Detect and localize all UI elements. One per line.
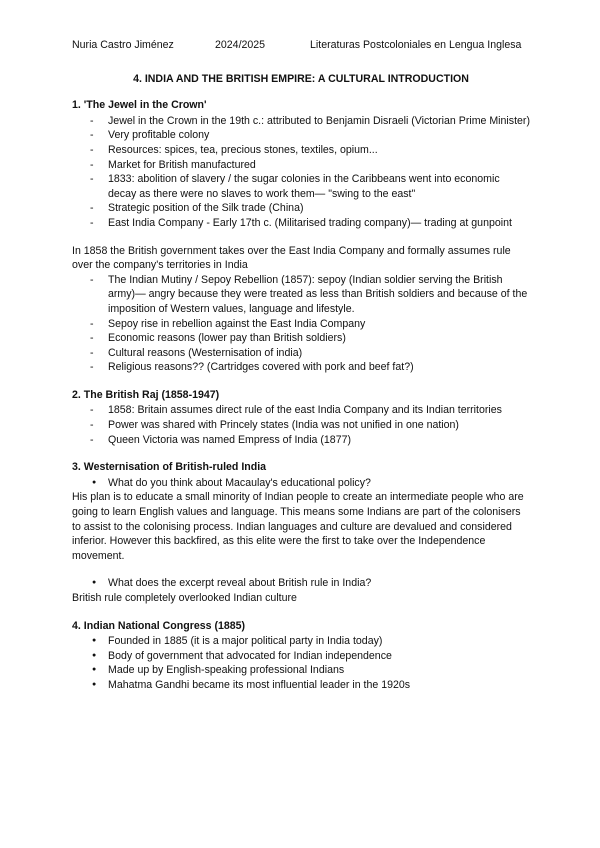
list-item: - 1833: abolition of slavery / the sugar colonies in the Caribbeans went into economic decay as there were no slaves to work them— "swing to the east": [72, 172, 530, 201]
list-item: - Cultural reasons (Westernisation of india): [72, 346, 530, 361]
list-item: - Sepoy rise in rebellion against the East India Company: [72, 317, 530, 332]
academic-year: 2024/2025: [215, 39, 266, 51]
list-item: ● Founded in 1885 (it is a major political party in India today): [72, 634, 530, 649]
list-item: ● What do you think about Macaulay's educational policy?: [72, 476, 530, 491]
list-item: - 1858: Britain assumes direct rule of the east India Company and its Indian territories: [72, 403, 530, 418]
list-item: - Resources: spices, tea, precious stones, textiles, opium...: [72, 143, 530, 158]
section-2-list: [72, 403, 530, 447]
list-item: ● Body of government that advocated for Indian independence: [72, 649, 530, 664]
section-1-heading: 1. 'The Jewel in the Crown': [72, 99, 207, 112]
list-item: ● What does the excerpt reveal about British rule in India?: [72, 576, 530, 591]
section-1-list: [72, 114, 530, 231]
list-item: - Strategic position of the Silk trade (China): [72, 201, 530, 216]
document-title: 4. INDIA AND THE BRITISH EMPIRE: A CULTURAL INTRODUCTION: [133, 72, 469, 85]
section-1-list-2: [72, 273, 530, 375]
section-3-answer-1: His plan is to educate a small minority of Indian people to create an intermediate people who are going to learn English values and language. This means some Indians are part of the colonisers to assist to the colonising process. Indian languages and culture are devalued and considered inferior. However this backfired, as this elite were the first to take over the Independence movement.: [72, 491, 524, 562]
list-item: - Economic reasons (lower pay than British soldiers): [72, 331, 530, 346]
section-4-list: [72, 634, 530, 692]
list-item: ● Made up by English-speaking professional Indians: [72, 663, 530, 678]
list-item: - Religious reasons?? (Cartridges covered with pork and beef fat?): [72, 360, 530, 375]
list-item: ● Mahatma Gandhi became its most influential leader in the 1920s: [72, 678, 530, 693]
page-header: [72, 38, 530, 53]
section-3-answer-2: British rule completely overlooked Indian culture: [72, 592, 297, 604]
list-item: - Jewel in the Crown in the 19th c.: attributed to Benjamin Disraeli (Victorian Prime Minister): [72, 114, 530, 129]
list-item: - Queen Victoria was named Empress of India (1877): [72, 433, 530, 448]
section-3-question-1: [72, 476, 530, 491]
list-item: - Market for British manufactured: [72, 158, 530, 173]
section-3-question-2: [72, 576, 530, 591]
section-1-paragraph: In 1858 the British government takes over the East India Company and formally assumes rule over the company's territories in India: [72, 244, 511, 272]
course-name: Literaturas Postcoloniales en Lengua Inglesa: [310, 39, 522, 51]
list-item: - Very profitable colony: [72, 128, 530, 143]
list-item: - The Indian Mutiny / Sepoy Rebellion (1857): sepoy (Indian soldier serving the British army)— angry because they were treated as less than British soldiers and because of the imposition of Western values, language and lifestyle.: [72, 273, 530, 317]
section-3-heading: 3. Westernisation of British-ruled India: [72, 461, 267, 474]
author-name: Nuria Castro Jiménez: [72, 39, 174, 51]
section-4-heading: 4. Indian National Congress (1885): [72, 619, 246, 632]
list-item: - Power was shared with Princely states (India was not unified in one nation): [72, 418, 530, 433]
section-2-heading: 2. The British Raj (1858-1947): [72, 388, 220, 401]
list-item: - East India Company - Early 17th c. (Militarised trading company)— trading at gunpoint: [72, 216, 530, 231]
